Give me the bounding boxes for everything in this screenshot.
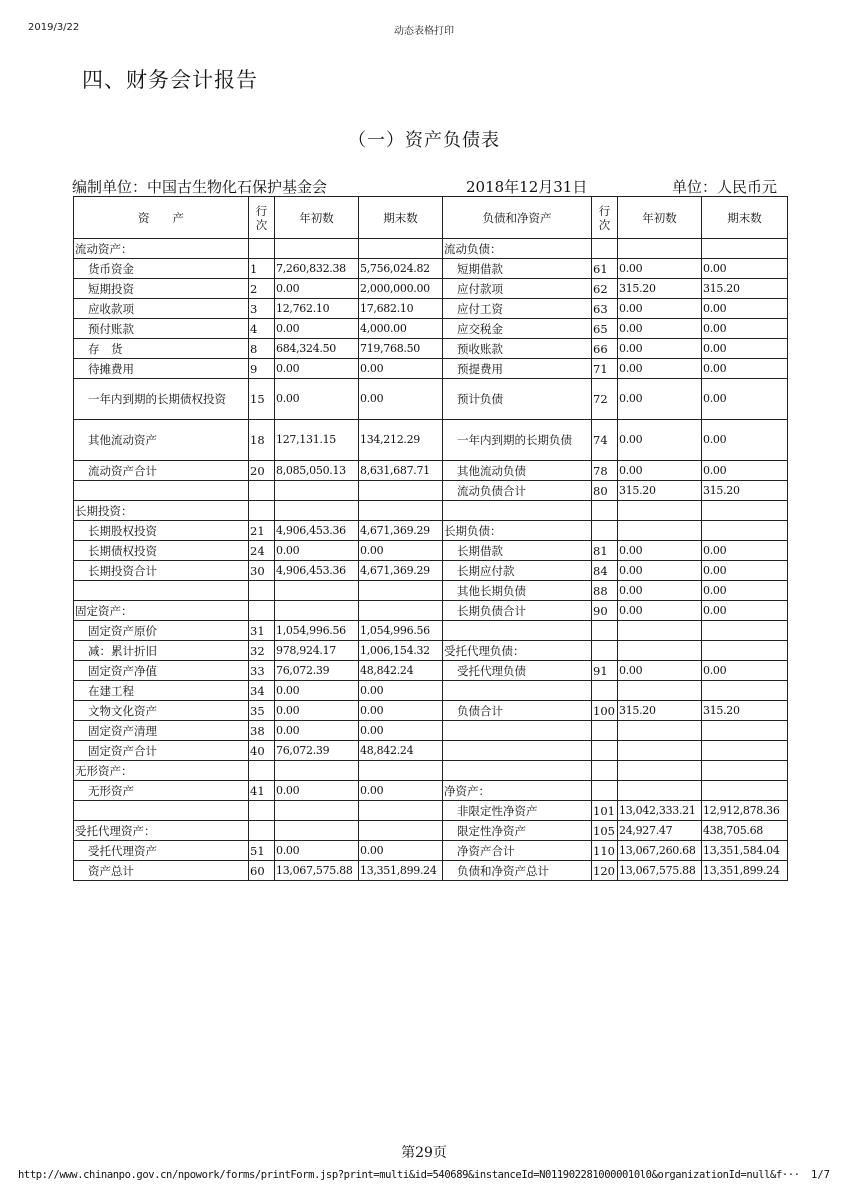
cell-begin2 [618,681,702,701]
table-header-row [74,197,788,239]
cell-liab: 其他长期负债 [443,581,592,601]
table-row [74,801,788,821]
cell-begin2 [618,761,702,781]
cell-end2: 0.00 [702,420,788,461]
cell-line2 [592,239,618,259]
table-row [74,521,788,541]
cell-end2 [702,721,788,741]
cell-liab: 短期借款 [443,259,592,279]
cell-end2 [702,761,788,781]
cell-asset: 受托代理资产 [74,841,249,861]
cell-asset: 长期股权投资 [74,521,249,541]
cell-end: 2,000,000.00 [359,279,443,299]
cell-line2: 88 [592,581,618,601]
cell-asset: 资产总计 [74,861,249,881]
cell-liab: 负债和净资产总计 [443,861,592,881]
cell-asset: 无形资产 [74,781,249,801]
cell-line: 40 [249,741,275,761]
cell-end2 [702,741,788,761]
cell-line2: 105 [592,821,618,841]
cell-end2: 438,705.68 [702,821,788,841]
table-row [74,841,788,861]
cell-line [249,581,275,601]
cell-asset: 应收款项 [74,299,249,319]
cell-liab: 受托代理负债 [443,661,592,681]
cell-begin [275,501,359,521]
cell-begin2 [618,501,702,521]
reporting-entity: 编制单位：中国古生物化石保护基金会 [72,178,328,196]
cell-liab: 预提费用 [443,359,592,379]
cell-end2: 0.00 [702,561,788,581]
col-header-line [249,197,275,239]
cell-line: 2 [249,279,275,299]
cell-begin: 0.00 [275,319,359,339]
cell-line: 1 [249,259,275,279]
cell-end: 0.00 [359,379,443,420]
cell-line2: 74 [592,420,618,461]
cell-liab [443,741,592,761]
cell-asset: 长期投资： [74,501,249,521]
cell-liab [443,501,592,521]
cell-line: 21 [249,521,275,541]
table-row [74,721,788,741]
cell-end2 [702,521,788,541]
cell-line: 3 [249,299,275,319]
currency-unit: 单位：人民币元 [672,178,778,196]
table-row [74,319,788,339]
cell-end: 0.00 [359,359,443,379]
table-row [74,581,788,601]
cell-line2 [592,501,618,521]
cell-asset: 无形资产： [74,761,249,781]
print-page-count: 1/7 [811,1169,830,1181]
cell-end: 8,631,687.71 [359,461,443,481]
cell-liab: 应付工资 [443,299,592,319]
cell-end2: 13,351,899.24 [702,861,788,881]
table-row [74,741,788,761]
cell-line: 33 [249,661,275,681]
cell-end2 [702,781,788,801]
cell-liab: 长期负债： [443,521,592,541]
cell-end: 17,682.10 [359,299,443,319]
cell-begin2: 24,927.47 [618,821,702,841]
table-title: （一）资产负债表 [348,130,500,151]
col-header-end: 期末数 [359,197,443,239]
cell-liab [443,761,592,781]
cell-line2: 65 [592,319,618,339]
cell-asset: 在建工程 [74,681,249,701]
cell-begin [275,581,359,601]
cell-begin [275,481,359,501]
cell-liab [443,621,592,641]
cell-line: 60 [249,861,275,881]
cell-line [249,821,275,841]
cell-asset: 预付账款 [74,319,249,339]
cell-line: 20 [249,461,275,481]
cell-end2: 0.00 [702,601,788,621]
table-row [74,379,788,420]
cell-liab: 负债合计 [443,701,592,721]
table-row [74,501,788,521]
cell-begin: 0.00 [275,379,359,420]
cell-begin: 76,072.39 [275,661,359,681]
cell-line: 15 [249,379,275,420]
cell-begin: 127,131.15 [275,420,359,461]
cell-begin: 978,924.17 [275,641,359,661]
cell-line: 35 [249,701,275,721]
cell-asset: 流动资产合计 [74,461,249,481]
cell-end: 48,842.24 [359,741,443,761]
cell-begin: 12,762.10 [275,299,359,319]
balance-sheet-table [73,196,788,881]
cell-end: 0.00 [359,701,443,721]
cell-line [249,481,275,501]
cell-line: 51 [249,841,275,861]
cell-line2 [592,521,618,541]
cell-line2: 66 [592,339,618,359]
cell-begin: 7,260,832.38 [275,259,359,279]
cell-begin2: 315.20 [618,701,702,721]
cell-line: 8 [249,339,275,359]
cell-line: 41 [249,781,275,801]
cell-begin: 8,085,050.13 [275,461,359,481]
cell-begin2: 0.00 [618,601,702,621]
cell-begin [275,239,359,259]
cell-end: 4,671,369.29 [359,561,443,581]
cell-line: 18 [249,420,275,461]
cell-end2: 0.00 [702,259,788,279]
cell-line2 [592,781,618,801]
cell-line: 32 [249,641,275,661]
col-header-liabilities: 负债和净资产 [443,197,592,239]
cell-line2 [592,741,618,761]
cell-end2: 0.00 [702,541,788,561]
col-header-end2: 期末数 [702,197,788,239]
cell-end2 [702,641,788,661]
cell-end [359,801,443,821]
cell-end: 0.00 [359,681,443,701]
cell-line2: 91 [592,661,618,681]
cell-end: 0.00 [359,721,443,741]
cell-line2 [592,681,618,701]
table-row [74,541,788,561]
cell-line2: 101 [592,801,618,821]
cell-line2: 78 [592,461,618,481]
cell-end [359,761,443,781]
cell-end [359,821,443,841]
table-row [74,481,788,501]
cell-liab: 长期负债合计 [443,601,592,621]
cell-begin: 76,072.39 [275,741,359,761]
cell-line: 4 [249,319,275,339]
cell-begin [275,601,359,621]
cell-begin2 [618,621,702,641]
cell-asset: 一年内到期的长期债权投资 [74,379,249,420]
cell-end2: 0.00 [702,581,788,601]
cell-end [359,601,443,621]
cell-asset: 短期投资 [74,279,249,299]
cell-asset: 文物文化资产 [74,701,249,721]
cell-begin [275,801,359,821]
cell-liab: 应付款项 [443,279,592,299]
cell-line: 9 [249,359,275,379]
cell-end: 13,351,899.24 [359,861,443,881]
cell-begin2: 0.00 [618,339,702,359]
cell-begin: 0.00 [275,541,359,561]
cell-begin: 0.00 [275,279,359,299]
cell-asset: 其他流动资产 [74,420,249,461]
cell-line2: 84 [592,561,618,581]
table-row [74,239,788,259]
cell-asset: 固定资产： [74,601,249,621]
cell-liab: 限定性净资产 [443,821,592,841]
cell-end: 1,054,996.56 [359,621,443,641]
cell-liab: 长期应付款 [443,561,592,581]
cell-begin2 [618,521,702,541]
table-row [74,561,788,581]
section-title: 四、财务会计报告 [82,68,258,92]
cell-begin [275,761,359,781]
cell-asset: 固定资产合计 [74,741,249,761]
table-row [74,299,788,319]
cell-line2 [592,721,618,741]
table-row [74,821,788,841]
table-row [74,601,788,621]
cell-begin2: 0.00 [618,299,702,319]
cell-end: 719,768.50 [359,339,443,359]
cell-line2 [592,641,618,661]
cell-end2: 315.20 [702,481,788,501]
cell-end2: 0.00 [702,461,788,481]
table-row [74,861,788,881]
cell-line2: 72 [592,379,618,420]
cell-end [359,501,443,521]
cell-end2: 0.00 [702,319,788,339]
cell-asset: 长期投资合计 [74,561,249,581]
cell-asset: 货币资金 [74,259,249,279]
cell-begin: 4,906,453.36 [275,561,359,581]
cell-line: 24 [249,541,275,561]
cell-begin2: 315.20 [618,481,702,501]
col-header-begin2: 年初数 [618,197,702,239]
col-header-assets: 资 产 [74,197,249,239]
cell-begin [275,821,359,841]
cell-begin2: 13,067,575.88 [618,861,702,881]
cell-begin: 0.00 [275,841,359,861]
cell-liab: 预收账款 [443,339,592,359]
table-row [74,641,788,661]
table-row [74,359,788,379]
cell-asset: 固定资产净值 [74,661,249,681]
table-row [74,701,788,721]
cell-liab [443,681,592,701]
cell-liab: 长期借款 [443,541,592,561]
cell-asset [74,801,249,821]
cell-end2: 315.20 [702,279,788,299]
cell-liab: 其他流动负债 [443,461,592,481]
cell-line [249,601,275,621]
cell-end: 48,842.24 [359,661,443,681]
cell-asset: 待摊费用 [74,359,249,379]
cell-begin2: 0.00 [618,581,702,601]
cell-line [249,501,275,521]
cell-end: 4,671,369.29 [359,521,443,541]
cell-begin2 [618,721,702,741]
table-row [74,420,788,461]
cell-end: 4,000.00 [359,319,443,339]
cell-liab: 流动负债合计 [443,481,592,501]
report-date: 2018年12月31日 [466,178,588,196]
table-row [74,661,788,681]
cell-line2: 100 [592,701,618,721]
cell-end: 0.00 [359,841,443,861]
cell-line: 38 [249,721,275,741]
cell-end2: 12,912,878.36 [702,801,788,821]
cell-end: 134,212.29 [359,420,443,461]
cell-begin2: 0.00 [618,661,702,681]
cell-end: 0.00 [359,781,443,801]
cell-line2 [592,761,618,781]
cell-line2: 71 [592,359,618,379]
cell-begin: 0.00 [275,701,359,721]
table-row [74,461,788,481]
cell-asset: 长期债权投资 [74,541,249,561]
cell-liab: 净资产： [443,781,592,801]
cell-line [249,239,275,259]
cell-asset: 受托代理资产： [74,821,249,841]
cell-begin: 13,067,575.88 [275,861,359,881]
cell-begin: 1,054,996.56 [275,621,359,641]
cell-begin2: 315.20 [618,279,702,299]
cell-asset: 固定资产原价 [74,621,249,641]
cell-asset: 固定资产清理 [74,721,249,741]
cell-begin: 684,324.50 [275,339,359,359]
print-url: http://www.chinanpo.gov.cn/npowork/forms/printForm.jsp?print=multi&id=540689&instanceId=N0119022810000010l0&organizationId=null&f··· [18,1169,800,1181]
cell-begin2: 0.00 [618,319,702,339]
cell-begin: 0.00 [275,681,359,701]
cell-liab: 预计负债 [443,379,592,420]
cell-liab: 非限定性净资产 [443,801,592,821]
cell-end2: 0.00 [702,299,788,319]
cell-liab: 应交税金 [443,319,592,339]
cell-line2: 61 [592,259,618,279]
cell-liab: 流动负债： [443,239,592,259]
cell-line [249,801,275,821]
cell-liab: 受托代理负债： [443,641,592,661]
cell-liab: 一年内到期的长期负债 [443,420,592,461]
cell-asset: 存 货 [74,339,249,359]
cell-line2: 81 [592,541,618,561]
cell-end: 1,006,154.32 [359,641,443,661]
cell-end [359,239,443,259]
cell-begin: 0.00 [275,721,359,741]
cell-asset: 流动资产： [74,239,249,259]
cell-end2 [702,501,788,521]
cell-line2: 62 [592,279,618,299]
table-row [74,621,788,641]
cell-end2: 0.00 [702,359,788,379]
cell-begin2: 0.00 [618,420,702,461]
table-row [74,761,788,781]
cell-end2: 315.20 [702,701,788,721]
cell-end: 5,756,024.82 [359,259,443,279]
col-header-line-text: 行 次 [255,203,268,232]
cell-end [359,481,443,501]
cell-end2 [702,239,788,259]
cell-liab [443,721,592,741]
col-header-line2 [592,197,618,239]
cell-line2: 90 [592,601,618,621]
cell-line: 31 [249,621,275,641]
cell-end2: 0.00 [702,339,788,359]
cell-line2 [592,621,618,641]
cell-line2: 80 [592,481,618,501]
table-row [74,781,788,801]
cell-begin2: 13,067,260.68 [618,841,702,861]
cell-begin2: 0.00 [618,461,702,481]
table-row [74,259,788,279]
cell-line: 34 [249,681,275,701]
cell-begin2 [618,641,702,661]
table-row [74,339,788,359]
cell-line: 30 [249,561,275,581]
cell-line2: 110 [592,841,618,861]
cell-begin: 0.00 [275,359,359,379]
cell-end: 0.00 [359,541,443,561]
cell-end2: 13,351,584.04 [702,841,788,861]
cell-asset [74,481,249,501]
cell-liab: 净资产合计 [443,841,592,861]
cell-end2: 0.00 [702,379,788,420]
col-header-line2-text: 行 次 [598,203,611,232]
page-number-label: 第29页 [401,1145,447,1161]
table-row [74,279,788,299]
col-header-begin: 年初数 [275,197,359,239]
cell-end2: 0.00 [702,661,788,681]
cell-begin: 0.00 [275,781,359,801]
cell-line2: 63 [592,299,618,319]
cell-end2 [702,621,788,641]
cell-begin2: 0.00 [618,379,702,420]
cell-begin2: 0.00 [618,359,702,379]
table-row [74,681,788,701]
print-date: 2019/3/22 [28,22,80,33]
cell-begin: 4,906,453.36 [275,521,359,541]
cell-begin2 [618,781,702,801]
cell-end2 [702,681,788,701]
cell-begin2 [618,741,702,761]
cell-begin2: 0.00 [618,259,702,279]
cell-line2: 120 [592,861,618,881]
cell-begin2: 13,042,333.21 [618,801,702,821]
cell-line [249,761,275,781]
cell-begin2 [618,239,702,259]
cell-begin2: 0.00 [618,561,702,581]
print-header-title: 动态表格打印 [394,26,454,37]
cell-end [359,581,443,601]
cell-asset: 减：累计折旧 [74,641,249,661]
cell-asset [74,581,249,601]
cell-begin2: 0.00 [618,541,702,561]
